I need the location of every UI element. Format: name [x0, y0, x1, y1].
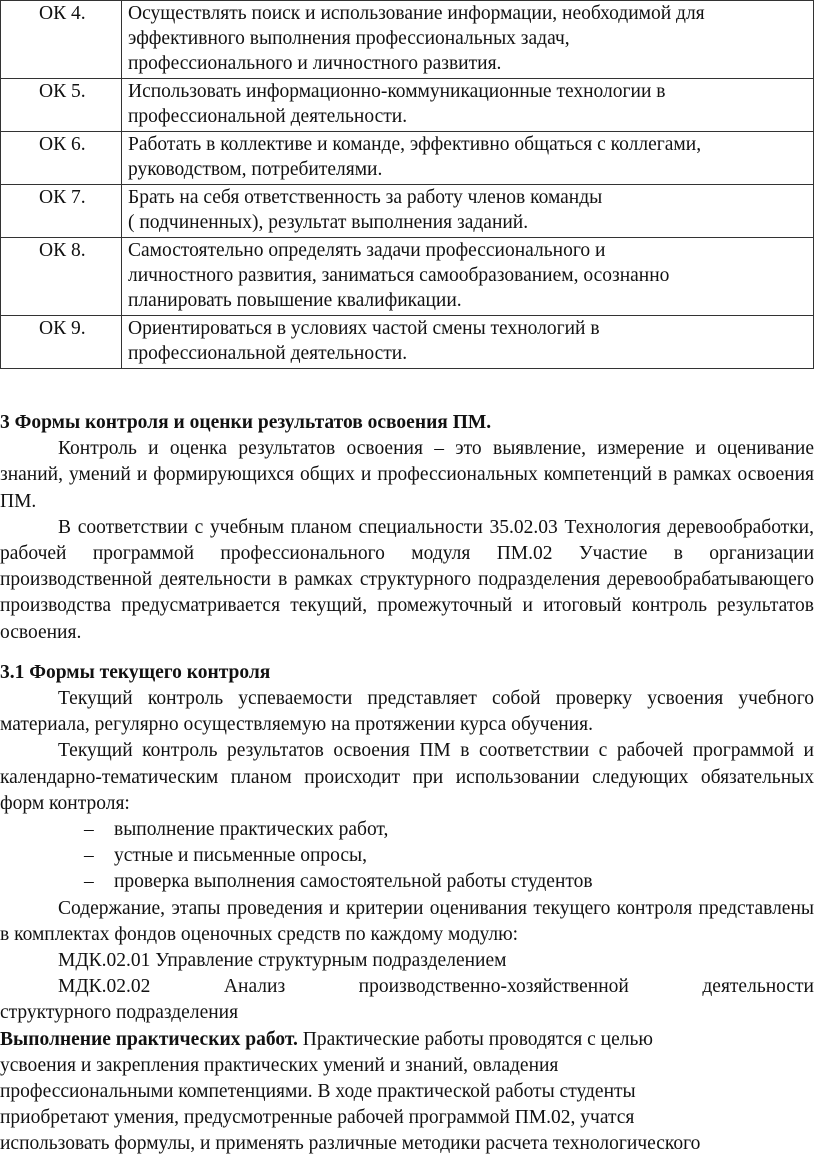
competency-description: [122, 316, 814, 369]
competency-description: [122, 185, 814, 238]
competency-code: ОК 6.: [1, 132, 122, 185]
competency-description-line: профессиональной деятельности.: [128, 343, 408, 364]
competency-description: [122, 79, 814, 132]
table-row: [1, 316, 814, 369]
mdk-02-01: МДК.02.01 Управление структурным подразделением: [58, 950, 507, 972]
spacer: [0, 646, 814, 660]
competency-code: ОК 5.: [1, 79, 122, 132]
competency-description: [122, 238, 814, 316]
table-row: [1, 185, 814, 238]
mdk-02-02-first-line: МДК.02.02 Анализ производственно-хозяйственной деятельности: [58, 976, 814, 998]
competency-description-line: Самостоятельно определять задачи профессионального и: [128, 240, 606, 261]
list-item: – проверка выполнения самостоятельной работы студентов: [84, 869, 814, 895]
practical-works-paragraph: [0, 1027, 814, 1158]
table-row: [1, 1, 814, 79]
practical-works-line: усвоения и закрепления практических умений и знаний, овладения: [0, 1054, 559, 1076]
competencies-table-body: [1, 1, 814, 369]
competency-code: ОК 7.: [1, 185, 122, 238]
practical-works-line: приобретают умения, предусмотренные рабочей программой ПМ.02, учатся: [0, 1107, 635, 1129]
competency-description-line: эффективного выполнения профессиональных задач,: [128, 28, 570, 49]
practical-works-line: использовать формулы, и применять различные методики расчета технологического: [0, 1133, 701, 1155]
practical-works-heading: Выполнение практических работ.: [0, 1028, 298, 1050]
competency-description-line: Ориентироваться в условиях частой смены технологий в: [128, 318, 600, 339]
mdk-02-02-continuation: структурного подразделения: [0, 1002, 239, 1024]
competency-code: ОК 8.: [1, 238, 122, 316]
competency-description-line: руководством, потребителями.: [128, 159, 383, 180]
practical-works-line: профессиональными компетенциями. В ходе практической работы студенты: [0, 1081, 636, 1103]
competency-description-line: ( подчиненных), результат выполнения заданий.: [128, 212, 529, 233]
section-3-heading: 3 Формы контроля и оценки результатов освоения ПМ.: [0, 412, 492, 433]
section-3-1-heading: 3.1 Формы текущего контроля: [0, 661, 271, 683]
section-3-paragraph-2: В соответствии с учебным планом специальности 35.02.03 Технология деревообработки, рабочей программой профессионального модуля ПМ.02 Участие в организации производственной деятельности в рамках структурного подразделения деревообрабатывающего производства предусматривается текущий, промежуточный и итоговый контроль результатов освоения.: [0, 516, 814, 643]
competency-description-line: Использовать информационно-коммуникационные технологии в: [128, 81, 666, 102]
control-forms-list: [0, 817, 814, 896]
table-row: [1, 132, 814, 185]
competency-description-line: профессионального и личностного развития.: [128, 53, 502, 74]
competency-description-line: Осуществлять поиск и использование информации, необходимой для: [128, 3, 705, 24]
competency-description-line: Работать в коллективе и команде, эффективно общаться с коллегами,: [128, 134, 702, 155]
section-3-1-paragraph-1: Текущий контроль успеваемости представляет собой проверку усвоения учебного материала, регулярно осуществляемую на протяжении курса обучения.: [0, 688, 814, 736]
list-item: – выполнение практических работ,: [84, 817, 814, 843]
section-3-paragraph-1: Контроль и оценка результатов освоения – это выявление, измерение и оценивание знаний, умений и формирующихся общих и профессиональных компетенций в рамках освоения ПМ.: [0, 438, 814, 512]
section-3-1-paragraph-3: Содержание, этапы проведения и критерии оценивания текущего контроля представлены в комплектах фондов оценочных средств по каждому модулю:: [0, 897, 814, 945]
document-body: [0, 410, 814, 1158]
list-item: – устные и письменные опросы,: [84, 843, 814, 869]
competency-description: [122, 132, 814, 185]
competency-description-line: Брать на себя ответственность за работу членов команды: [128, 187, 603, 208]
competencies-table: [0, 0, 814, 369]
competency-description-line: личностного развития, заниматься самообразованием, осознанно: [128, 265, 670, 286]
competency-code: ОК 4.: [1, 1, 122, 79]
competency-description: [122, 1, 814, 79]
competency-description-line: планировать повышение квалификации.: [128, 290, 462, 311]
table-row: [1, 238, 814, 316]
practical-works-line: Практические работы проводятся с целью: [297, 1028, 653, 1050]
table-row: [1, 79, 814, 132]
competency-code: ОК 9.: [1, 316, 122, 369]
competency-description-line: профессиональной деятельности.: [128, 106, 408, 127]
section-3-1-paragraph-2: Текущий контроль результатов освоения ПМ в соответствии с рабочей программой и календарно-тематическим планом происходит при использовании следующих обязательных форм контроля:: [0, 740, 814, 814]
